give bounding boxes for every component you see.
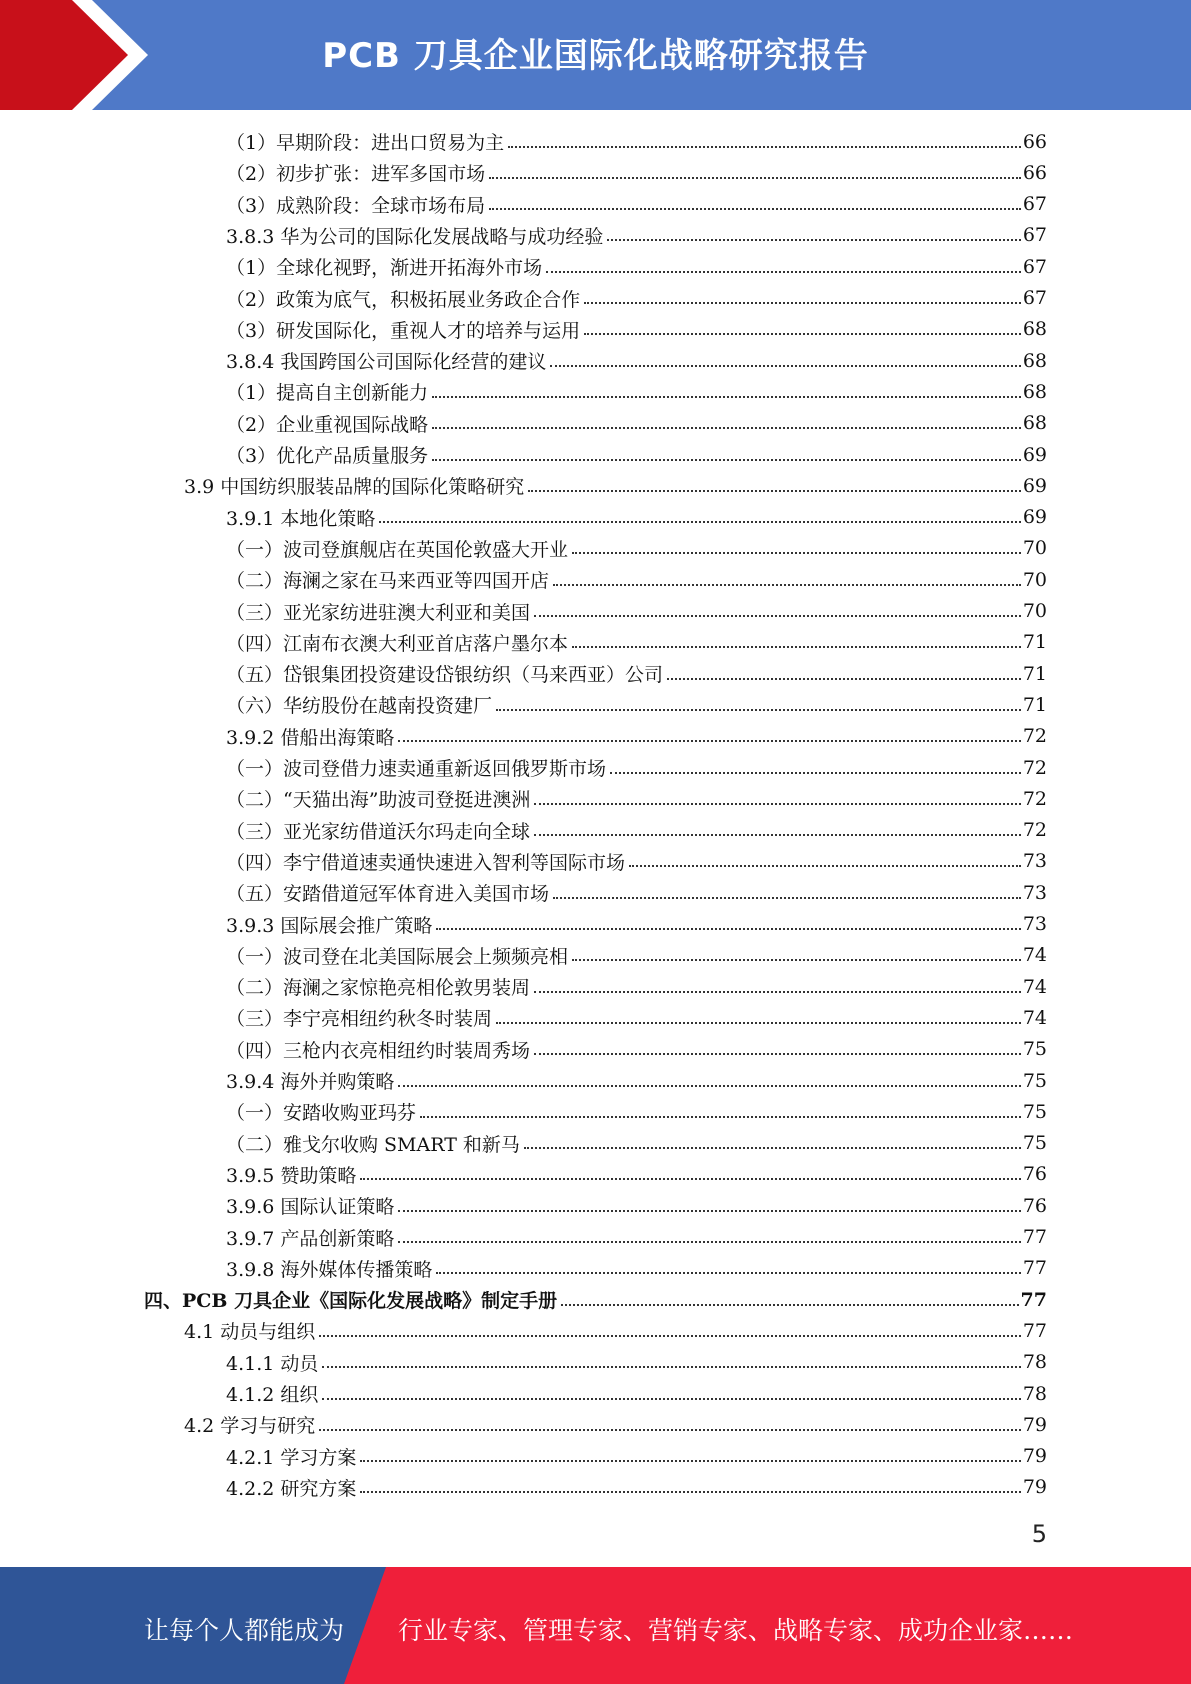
toc-dot-leader (553, 584, 1021, 586)
toc-entry-page: 70 (1022, 568, 1047, 591)
toc-dot-leader (534, 803, 1020, 805)
toc-entry[interactable] (226, 408, 1047, 439)
toc-dot-leader (432, 396, 1021, 398)
toc-dot-leader (496, 709, 1021, 711)
toc-entry[interactable] (226, 689, 1047, 720)
toc-entry[interactable] (226, 783, 1047, 814)
toc-entry-label: 3.9.8 海外媒体传播策略 (226, 1258, 433, 1281)
toc-entry-page: 75 (1022, 1132, 1047, 1155)
toc-entry-page: 77 (1022, 1257, 1047, 1280)
toc-entry-label: 4.2.1 学习方案 (226, 1446, 357, 1469)
toc-entry-label: 3.9.5 赞助策略 (226, 1164, 357, 1187)
toc-dot-leader (319, 1429, 1021, 1431)
toc-entry-label: 3.9.1 本地化策略 (226, 507, 376, 530)
toc-entry-page: 76 (1022, 1194, 1047, 1217)
toc-entry-label: （三）李宁亮相纽约秋冬时装周 (226, 1008, 493, 1031)
toc-dot-leader (572, 552, 1021, 554)
toc-dot-leader (534, 991, 1021, 993)
toc-entry[interactable] (226, 1253, 1047, 1284)
toc-dot-leader (607, 239, 1020, 241)
toc-entry[interactable] (226, 971, 1047, 1002)
toc-entry-label: 4.1 动员与组织 (184, 1321, 316, 1344)
toc-dot-leader (379, 521, 1020, 523)
toc-entry-label: （2）企业重视国际战略 (226, 413, 429, 436)
toc-entry-label: 4.1.1 动员 (226, 1352, 319, 1375)
toc-dot-leader (572, 959, 1021, 961)
toc-dot-leader (360, 1491, 1020, 1493)
toc-entry[interactable] (226, 877, 1047, 908)
toc-entry-page: 73 (1022, 913, 1047, 935)
toc-entry[interactable] (226, 1002, 1047, 1033)
toc-entry-page: 73 (1022, 850, 1047, 873)
toc-entry[interactable] (226, 1034, 1047, 1065)
toc-entry-label: （二）雅戈尔收购 SMART 和新马 (226, 1133, 520, 1156)
toc-entry-label: （六）华纺股份在越南投资建厂 (226, 695, 493, 718)
toc-entry-label: （四）三枪内衣亮相纽约时装周秀场 (226, 1039, 531, 1062)
toc-entry-page: 71 (1022, 631, 1047, 654)
toc-entry-label: （二）“天猫出海”助波司登挺进澳洲 (226, 789, 531, 812)
toc-dot-leader (584, 333, 1021, 335)
toc-entry-page: 72 (1022, 787, 1047, 810)
toc-entry[interactable] (226, 1096, 1047, 1127)
toc-entry-page: 75 (1022, 1100, 1047, 1123)
toc-entry[interactable] (184, 1315, 1047, 1346)
toc-entry[interactable] (226, 439, 1047, 470)
toc-entry[interactable] (226, 502, 1047, 533)
toc-entry-label: （1）全球化视野，渐进开拓海外市场 (226, 257, 543, 280)
toc-entry-page: 69 (1022, 474, 1047, 497)
toc-entry-page: 70 (1022, 600, 1047, 622)
toc-entry[interactable] (226, 345, 1047, 376)
toc-entry-label: （一）安踏收购亚玛芬 (226, 1102, 417, 1125)
toc-entry-page: 68 (1022, 318, 1047, 341)
toc-entry-label: 3.9.6 国际认证策略 (226, 1196, 395, 1219)
toc-entry-page: 71 (1022, 693, 1047, 716)
toc-dot-leader (534, 834, 1021, 836)
toc-entry-label: （五）安踏借道冠军体育进入美国市场 (226, 883, 550, 906)
toc-dot-leader (436, 1272, 1020, 1274)
toc-entry[interactable] (226, 1222, 1047, 1253)
toc-entry-label: 四、PCB 刀具企业《国际化发展战略》制定手册 (144, 1290, 558, 1313)
toc-dot-leader (420, 1116, 1021, 1118)
toc-entry[interactable] (226, 251, 1047, 282)
toc-dot-leader (667, 678, 1021, 680)
toc-dot-leader (534, 1053, 1021, 1055)
toc-entry-page: 74 (1022, 944, 1047, 967)
toc-entry-page: 77 (1022, 1319, 1047, 1342)
toc-entry-page: 77 (1022, 1226, 1047, 1248)
toc-entry-page: 68 (1022, 412, 1047, 435)
toc-entry-page: 79 (1022, 1445, 1047, 1468)
toc-entry-label: （一）波司登旗舰店在英国伦敦盛大开业 (226, 538, 569, 561)
toc-entry[interactable] (226, 627, 1047, 658)
toc-dot-leader (360, 1178, 1020, 1180)
toc-dot-leader (489, 208, 1021, 210)
page-header (0, 0, 1191, 110)
toc-entry-label: （二）海澜之家惊艳亮相伦敦男装周 (226, 977, 531, 1000)
toc-entry[interactable] (226, 126, 1047, 157)
toc-entry-label: （五）岱银集团投资建设岱银纺织（马来西亚）公司 (226, 664, 664, 687)
toc-entry-label: （3）优化产品质量服务 (226, 445, 429, 467)
toc-entry[interactable] (226, 815, 1047, 846)
toc-entry-page: 67 (1022, 287, 1047, 309)
footer-slogan-right: 行业专家、管理专家、营销专家、战略专家、成功企业家…… (398, 1616, 1074, 1645)
toc-dot-leader (398, 1241, 1020, 1243)
toc-entry-page: 71 (1022, 662, 1047, 685)
toc-entry-page: 75 (1022, 1069, 1047, 1092)
toc-entry-page: 66 (1022, 161, 1047, 184)
toc-dot-leader (398, 1210, 1020, 1212)
toc-entry-label: 3.9 中国纺织服装品牌的国际化策略研究 (184, 476, 525, 499)
toc-entry[interactable] (226, 314, 1047, 345)
toc-entry[interactable] (226, 752, 1047, 783)
page-number: 5 (1031, 1520, 1047, 1548)
page-footer (0, 1567, 1191, 1684)
toc-entry-label: （3）成熟阶段：全球市场布局 (226, 194, 486, 217)
toc-entry[interactable] (226, 1472, 1047, 1503)
toc-entry-label: （1）早期阶段：进出口贸易为主 (226, 132, 505, 154)
toc-entry-page: 68 (1022, 380, 1047, 403)
toc-entry[interactable] (144, 1284, 1047, 1315)
toc-entry-label: 4.2.2 研究方案 (226, 1477, 357, 1500)
toc-entry-page: 78 (1022, 1351, 1047, 1374)
toc-entry[interactable] (226, 220, 1047, 251)
toc-dot-leader (322, 1366, 1020, 1368)
toc-entry-page: 78 (1022, 1382, 1047, 1405)
toc-entry[interactable] (226, 283, 1047, 314)
toc-entry-page: 72 (1022, 819, 1047, 842)
toc-dot-leader (524, 1147, 1021, 1149)
toc-dot-leader (496, 1022, 1021, 1024)
toc-entry[interactable] (226, 1347, 1047, 1378)
toc-entry[interactable] (226, 564, 1047, 595)
toc-entry-label: 3.8.3 华为公司的国际化发展战略与成功经验 (226, 225, 604, 248)
toc-entry-page: 72 (1022, 756, 1047, 779)
toc-entry-page: 74 (1022, 1006, 1047, 1029)
toc-entry[interactable] (226, 596, 1047, 627)
toc-dot-leader (546, 271, 1021, 273)
toc-entry-label: 3.9.7 产品创新策略 (226, 1227, 395, 1250)
toc-entry-page: 69 (1022, 443, 1047, 466)
toc-entry-page: 67 (1022, 193, 1047, 216)
toc-entry-label: 3.8.4 我国跨国公司国际化经营的建议 (226, 351, 547, 374)
toc-dot-leader (360, 1460, 1020, 1462)
toc-entry-label: （1）提高自主创新能力 (226, 382, 429, 405)
toc-entry[interactable] (226, 846, 1047, 877)
toc-entry[interactable] (226, 189, 1047, 220)
toc-dot-leader (610, 772, 1021, 774)
toc-dot-leader (550, 365, 1020, 367)
toc-dot-leader (553, 897, 1021, 899)
toc-dot-leader (489, 177, 1021, 179)
toc-entry-page: 69 (1022, 506, 1047, 529)
toc-entry-label: （四）李宁借道速卖通快速进入智利等国际市场 (226, 851, 626, 874)
toc-entry-label: （3）研发国际化，重视人才的培养与运用 (226, 319, 581, 342)
toc-entry[interactable] (226, 940, 1047, 971)
toc-entry[interactable] (226, 1441, 1047, 1472)
toc-entry-page: 66 (1022, 130, 1047, 153)
toc-entry-page: 73 (1022, 881, 1047, 904)
toc-entry[interactable] (226, 157, 1047, 188)
toc-dot-leader (528, 490, 1021, 492)
toc-entry-label: （2）政策为底气，积极拓展业务政企合作 (226, 288, 581, 311)
toc-entry-page: 74 (1022, 975, 1047, 998)
toc-entry[interactable] (184, 1409, 1047, 1440)
toc-entry-label: （2）初步扩张：进军多国市场 (226, 163, 486, 186)
toc-entry-label: 3.9.4 海外并购策略 (226, 1071, 395, 1093)
toc-entry-page: 70 (1022, 537, 1047, 560)
toc-entry-label: 4.2 学习与研究 (184, 1415, 316, 1438)
toc-entry-label: 3.9.2 借船出海策略 (226, 726, 395, 749)
toc-entry-page: 72 (1022, 725, 1047, 748)
toc-entry[interactable] (226, 1159, 1047, 1190)
toc-entry-label: （一）波司登借力速卖通重新返回俄罗斯市场 (226, 758, 607, 780)
toc-entry-page: 67 (1022, 255, 1047, 278)
toc-entry[interactable] (226, 1378, 1047, 1409)
toc-dot-leader (432, 427, 1021, 429)
toc-entry-label: （三）亚光家纺借道沃尔玛走向全球 (226, 820, 531, 843)
toc-dot-leader (534, 615, 1021, 617)
toc-dot-leader (508, 146, 1021, 148)
toc-entry[interactable] (226, 658, 1047, 689)
toc-dot-leader (432, 459, 1021, 461)
toc-entry[interactable] (226, 721, 1047, 752)
toc-entry-page: 77 (1020, 1288, 1047, 1311)
toc-entry-page: 67 (1022, 224, 1047, 247)
toc-entry[interactable] (226, 1190, 1047, 1221)
toc-entry[interactable] (226, 1065, 1047, 1096)
toc-entry-label: （三）亚光家纺进驻澳大利亚和美国 (226, 601, 531, 624)
toc-entry-label: 4.1.2 组织 (226, 1384, 319, 1406)
toc-dot-leader (561, 1304, 1018, 1306)
toc-entry[interactable] (226, 533, 1047, 564)
toc-entry-page: 68 (1022, 349, 1047, 372)
toc-dot-leader (584, 302, 1021, 304)
toc-dot-leader (398, 740, 1020, 742)
toc-entry[interactable] (226, 909, 1047, 940)
toc-entry[interactable] (226, 376, 1047, 407)
toc-entry-page: 79 (1022, 1476, 1047, 1499)
toc-entry-page: 79 (1022, 1413, 1047, 1436)
toc-entry-label: （一）波司登在北美国际展会上频频亮相 (226, 945, 569, 968)
header-title: PCB 刀具企业国际化战略研究报告 (322, 36, 869, 76)
toc-entry-page: 75 (1022, 1038, 1047, 1061)
toc-dot-leader (572, 646, 1021, 648)
toc-entry-label: （二）海澜之家在马来西亚等四国开店 (226, 570, 550, 593)
toc-dot-leader (398, 1085, 1020, 1087)
toc-entry-label: 3.9.3 国际展会推广策略 (226, 914, 433, 937)
toc-dot-leader (319, 1335, 1021, 1337)
toc-entry[interactable] (226, 1128, 1047, 1159)
toc-dot-leader (629, 865, 1021, 867)
toc-dot-leader (322, 1398, 1020, 1400)
toc-entry-label: （四）江南布衣澳大利亚首店落户墨尔本 (226, 632, 569, 655)
toc-entry[interactable] (184, 470, 1047, 501)
toc-entry-page: 76 (1022, 1163, 1047, 1186)
toc-dot-leader (436, 928, 1020, 930)
footer-slogan-left: 让每个人都能成为 (144, 1616, 345, 1645)
